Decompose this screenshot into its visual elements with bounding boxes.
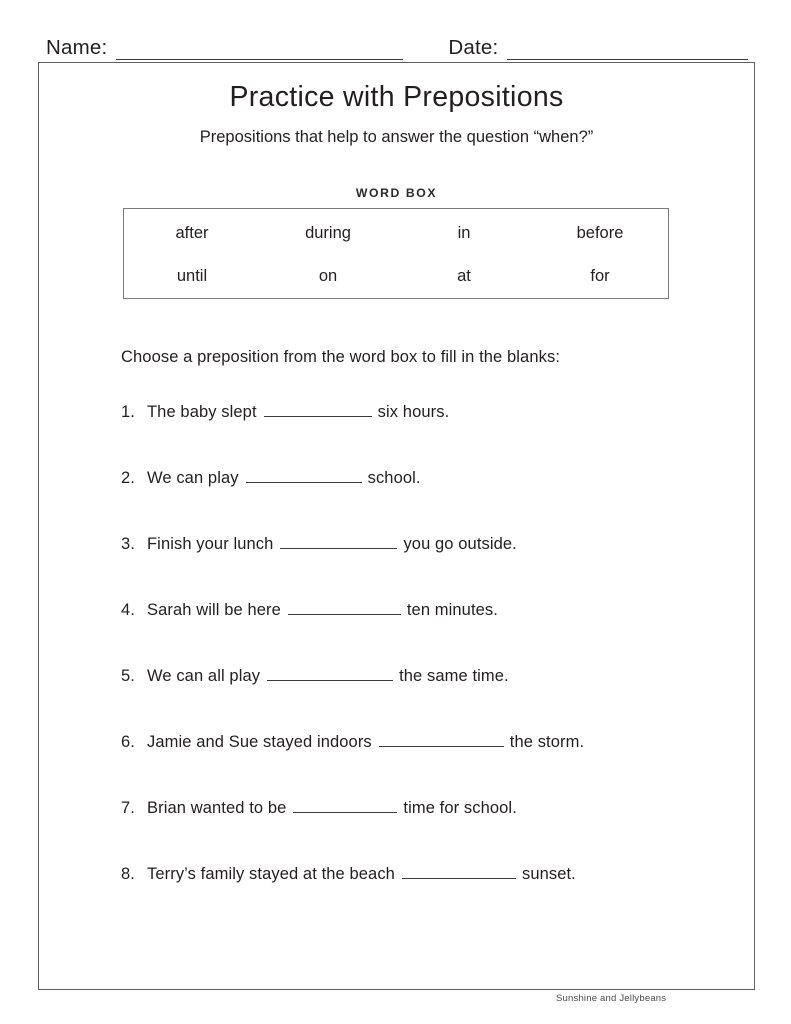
word-box-word: at (457, 266, 471, 285)
question-number: 4. (121, 601, 135, 619)
question-text-before-blank: We can play (147, 469, 239, 487)
question-text-before-blank: Terry’s family stayed at the beach (147, 865, 395, 883)
answer-blank[interactable] (288, 600, 401, 615)
date-field[interactable] (448, 36, 748, 60)
question-text-after-blank: sunset. (521, 865, 576, 883)
question-text-after-blank: six hours. (377, 403, 450, 421)
word-box-word: in (457, 224, 471, 243)
word-box-word: after (175, 224, 209, 243)
word-box-word: during (305, 224, 351, 243)
question-text-after-blank: the same time. (399, 667, 509, 685)
answer-blank[interactable] (264, 402, 372, 417)
question-text-before-blank: Finish your lunch (147, 535, 274, 553)
question-text-after-blank: ten minutes. (406, 601, 498, 619)
answer-blank[interactable] (280, 534, 397, 549)
question-item (121, 797, 721, 863)
question-item (121, 599, 721, 665)
word-box-row (124, 254, 668, 299)
word-box-caption: WORD BOX (355, 186, 438, 200)
worksheet-frame (38, 62, 755, 990)
credit-footer: Sunshine and Jellybeans (556, 993, 667, 1004)
name-input-rule[interactable] (116, 40, 403, 60)
question-number: 6. (121, 733, 135, 751)
question-text-after-blank: you go outside. (403, 535, 517, 553)
answer-blank[interactable] (293, 798, 397, 813)
question-number: 1. (121, 403, 135, 421)
word-box-word: on (318, 266, 338, 285)
question-item (121, 533, 721, 599)
question-list (121, 401, 721, 929)
word-box-word: for (590, 266, 610, 285)
question-number: 2. (121, 469, 135, 487)
name-date-row (46, 30, 748, 60)
question-text-after-blank: time for school. (403, 799, 517, 817)
answer-blank[interactable] (379, 732, 504, 747)
answer-blank[interactable] (267, 666, 393, 681)
name-label: Name: (46, 36, 108, 59)
answer-blank[interactable] (402, 864, 516, 879)
question-number: 3. (121, 535, 135, 553)
question-number: 7. (121, 799, 135, 817)
question-text-before-blank: Jamie and Sue stayed indoors (147, 733, 372, 751)
name-field[interactable] (46, 36, 403, 60)
instructions-text: Choose a preposition from the word box to fill in the blanks: (121, 348, 560, 366)
question-text-before-blank: Sarah will be here (147, 601, 281, 619)
question-number: 8. (121, 865, 135, 883)
question-text-before-blank: The baby slept (147, 403, 257, 421)
page-subtitle: Prepositions that help to answer the question “when?” (199, 128, 594, 146)
word-box (123, 208, 669, 299)
question-item (121, 731, 721, 797)
page-title: Practice with Prepositions (229, 81, 564, 113)
question-item (121, 401, 721, 467)
question-item (121, 665, 721, 731)
date-label: Date: (448, 36, 499, 59)
question-item (121, 863, 721, 929)
word-box-word: until (176, 266, 208, 285)
question-text-after-blank: school. (367, 469, 421, 487)
question-text-before-blank: We can all play (147, 667, 261, 685)
date-input-rule[interactable] (507, 40, 748, 60)
question-text-after-blank: the storm. (509, 733, 585, 751)
answer-blank[interactable] (246, 468, 362, 483)
question-item (121, 467, 721, 533)
question-number: 5. (121, 667, 135, 685)
word-box-word: before (576, 224, 624, 243)
word-box-row (124, 209, 668, 254)
question-text-before-blank: Brian wanted to be (147, 799, 287, 817)
